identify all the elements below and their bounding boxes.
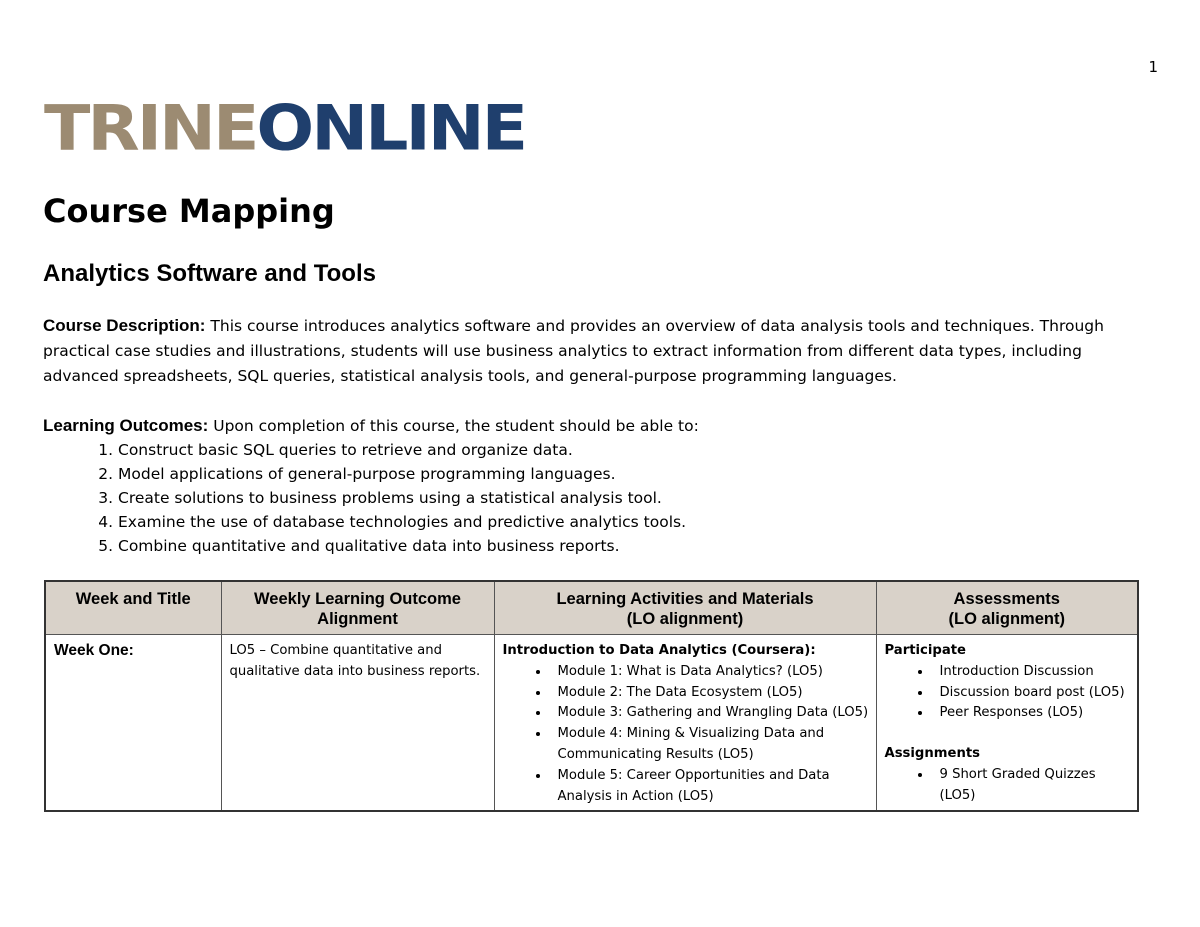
course-mapping-table bbox=[44, 580, 1139, 812]
header-assessments: Assessments (LO alignment) bbox=[876, 581, 1138, 635]
logo-trine-text: TRINE bbox=[44, 92, 257, 166]
course-description bbox=[43, 313, 1153, 389]
activity-item: • Module 2: The Data Ecosystem (LO5) bbox=[550, 683, 869, 704]
weekly-outcome-text: LO5 – Combine quantitative and qualitative data into business reports. bbox=[229, 643, 481, 679]
learning-outcomes-list bbox=[43, 438, 1153, 558]
page-number: 1 bbox=[1148, 58, 1158, 76]
cell-week bbox=[45, 635, 221, 812]
activities-list bbox=[503, 662, 869, 808]
table-row bbox=[45, 635, 1138, 812]
header-week-title: Week and Title bbox=[45, 581, 221, 635]
assignments-heading: Assignments bbox=[884, 746, 980, 762]
header-weekly-outcome: Weekly Learning Outcome Alignment bbox=[221, 581, 494, 635]
cell-assessments bbox=[876, 635, 1138, 812]
learning-outcome-item: 3. Create solutions to business problems using a statistical analysis tool. bbox=[118, 486, 1153, 510]
activity-item: • Module 1: What is Data Analytics? (LO5) bbox=[550, 662, 869, 683]
learning-outcome-item: 1. Construct basic SQL queries to retrieve and organize data. bbox=[118, 438, 1153, 462]
participate-item: • Discussion board post (LO5) bbox=[932, 683, 1131, 704]
week-title: Week One: bbox=[54, 642, 134, 659]
activity-item: • Module 3: Gathering and Wrangling Data (LO5) bbox=[550, 703, 869, 724]
table-header-row bbox=[45, 581, 1138, 635]
logo-online-text: ONLINE bbox=[256, 92, 526, 166]
page-title: Course Mapping bbox=[43, 192, 335, 230]
activity-item: • Module 5: Career Opportunities and Data Analysis in Action (LO5) bbox=[550, 766, 869, 808]
course-description-text: This course introduces analytics software and provides an overview of data analysis tools and techniques. Through practical case studies and illustrations, students will use business analytics to extract information from different data types, including advanced spreadsheets, SQL queries, statistical analysis tools, and general-purpose programming languages. bbox=[43, 317, 1104, 385]
learning-outcome-item: 4. Examine the use of database technologies and predictive analytics tools. bbox=[118, 510, 1153, 534]
learning-outcomes-intro: Upon completion of this course, the student should be able to: bbox=[208, 417, 699, 435]
assignment-item: • 9 Short Graded Quizzes (LO5) bbox=[932, 765, 1131, 807]
cell-activities bbox=[494, 635, 876, 812]
learning-outcome-item: 2. Model applications of general-purpose programming languages. bbox=[118, 462, 1153, 486]
assignments-list bbox=[885, 765, 1131, 807]
learning-outcomes-label: Learning Outcomes: bbox=[43, 416, 209, 435]
activities-heading: Introduction to Data Analytics (Coursera): bbox=[502, 643, 816, 658]
participate-item: • Introduction Discussion bbox=[932, 662, 1131, 683]
participate-item: • Peer Responses (LO5) bbox=[932, 703, 1131, 724]
participate-list bbox=[885, 662, 1131, 724]
learning-outcomes bbox=[43, 414, 1153, 558]
course-title: Analytics Software and Tools bbox=[43, 260, 376, 287]
participate-heading: Participate bbox=[884, 643, 966, 658]
trine-online-logo bbox=[44, 92, 526, 166]
header-activities: Learning Activities and Materials (LO alignment) bbox=[494, 581, 876, 635]
cell-outcome bbox=[221, 635, 494, 812]
course-description-label: Course Description: bbox=[43, 316, 206, 335]
learning-outcome-item: 5. Combine quantitative and qualitative data into business reports. bbox=[118, 534, 1153, 558]
activity-item: • Module 4: Mining & Visualizing Data and Communicating Results (LO5) bbox=[550, 724, 869, 766]
